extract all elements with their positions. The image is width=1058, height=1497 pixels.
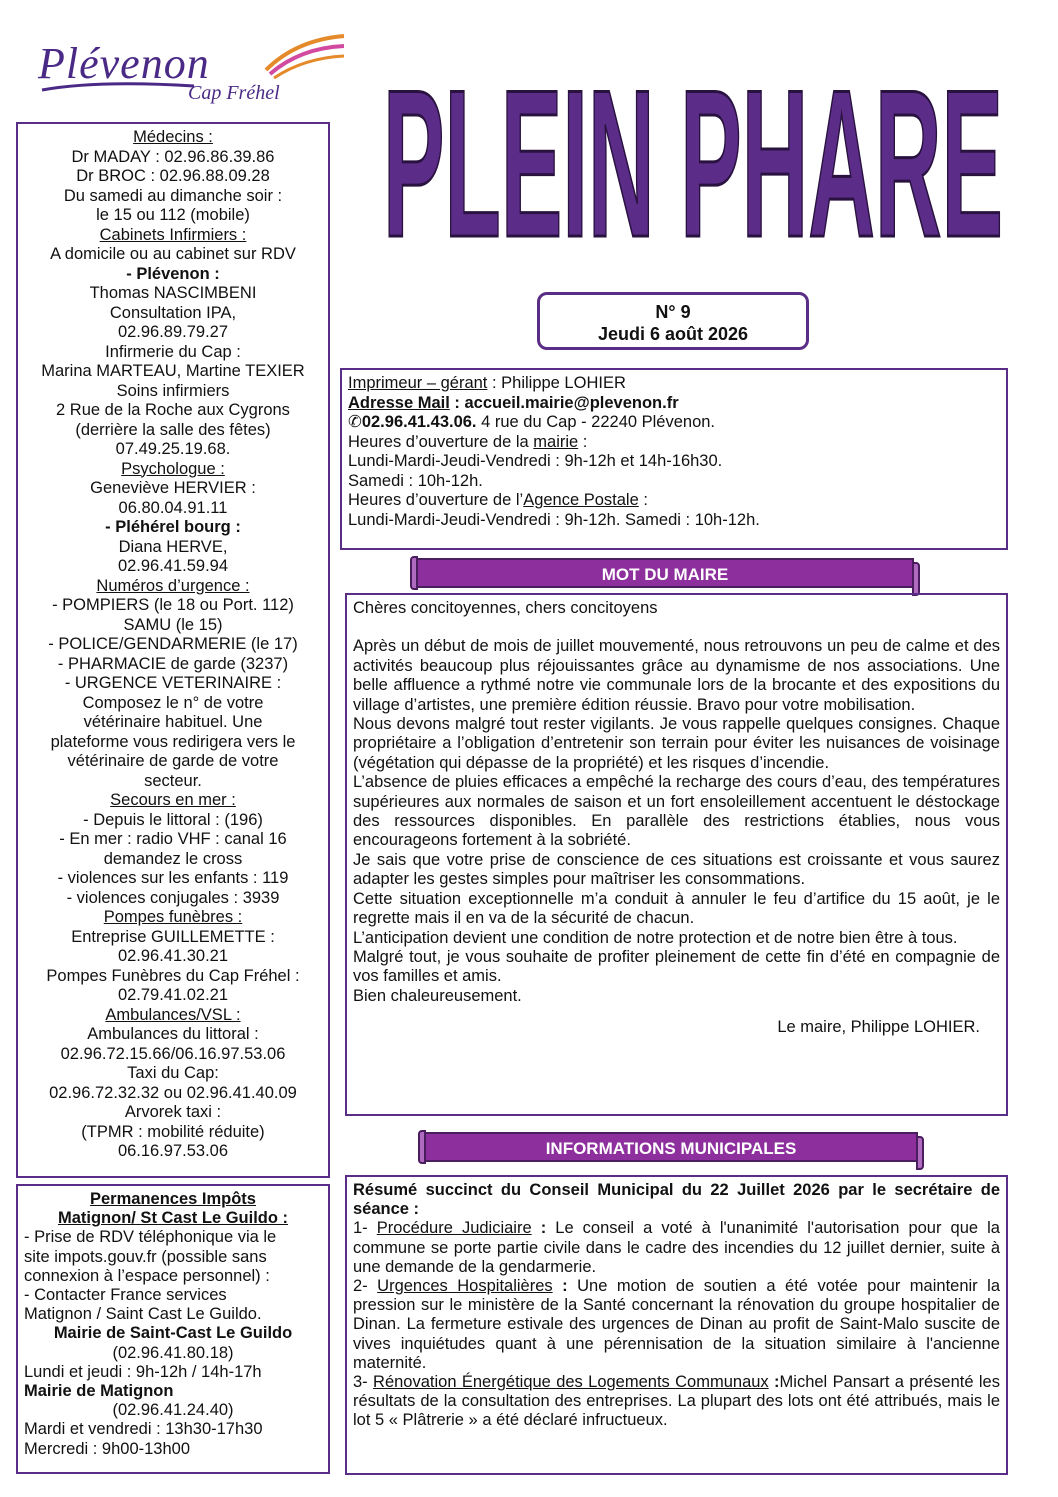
info-line: - Plévenon : bbox=[126, 264, 220, 283]
logo-subtitle: Cap Fréhel bbox=[188, 82, 280, 104]
info-line: (derrière la salle des fêtes) bbox=[75, 420, 271, 439]
tax-heading: Permanences Impôts bbox=[90, 1190, 256, 1208]
info-line: Du samedi au dimanche soir : bbox=[63, 186, 283, 205]
printer-label: Imprimeur – gérant bbox=[348, 374, 488, 392]
council-item-number: 2- bbox=[353, 1277, 378, 1296]
info-line: demandez le cross bbox=[103, 849, 243, 868]
tax-line: Mercredi : 9h00-13h00 bbox=[24, 1439, 191, 1458]
info-line: Consultation IPA, bbox=[109, 303, 237, 322]
phone-icon: ✆ bbox=[348, 413, 362, 431]
info-line: Soins infirmiers bbox=[116, 381, 230, 400]
council-item-title: Rénovation Énergétique des Logements Communaux bbox=[373, 1373, 769, 1392]
council-heading: Résumé succinct du Conseil Municipal du 22 Juillet 2026 par le secrétaire de séance : bbox=[353, 1181, 1000, 1219]
council-item-separator: : bbox=[552, 1277, 578, 1296]
mairie-word: mairie bbox=[533, 432, 579, 451]
info-line: plateforme vous redirigera vers le bbox=[50, 732, 296, 751]
info-line: Entreprise GUILLEMETTE : bbox=[71, 927, 275, 946]
tax-heading: Mairie de Saint-Cast Le Guildo bbox=[53, 1324, 293, 1343]
info-line: 06.16.97.53.06 bbox=[117, 1142, 229, 1160]
tax-line: Matignon / Saint Cast Le Guildo. bbox=[24, 1305, 262, 1324]
informations-municipales-banner bbox=[424, 1132, 918, 1162]
info-line: 02.96.89.79.27 bbox=[117, 323, 229, 341]
greeting: Chères concitoyennes, chers concitoyens bbox=[353, 599, 658, 617]
council-item bbox=[353, 1219, 1000, 1277]
info-line: vétérinaire habituel. Une bbox=[83, 713, 263, 731]
signature: Le maire, Philippe LOHIER. bbox=[777, 1018, 980, 1037]
mayor-paragraph: Cette situation exceptionnelle m’a conduit à annuler le feu d’artifice du 15 août, je le regrette mais il en va de la sécurité de chacun. bbox=[353, 889, 1000, 928]
masthead-title-text: PLEIN PHARE bbox=[383, 46, 1003, 266]
info-line: 02.79.41.02.21 bbox=[117, 986, 229, 1004]
info-line: - violences sur les enfants : 119 bbox=[57, 869, 289, 887]
council-item-number: 3- bbox=[353, 1373, 374, 1392]
poste-hours-colon: : bbox=[638, 491, 648, 509]
section-heading: Psychologue : bbox=[121, 459, 225, 478]
section-heading: Pompes funèbres : bbox=[103, 908, 243, 926]
council-item bbox=[353, 1277, 1000, 1373]
council-item-number: 1- bbox=[353, 1219, 377, 1238]
masthead-title bbox=[378, 36, 1008, 266]
email-label: Adresse Mail bbox=[348, 393, 450, 412]
info-line: - violences conjugales : 3939 bbox=[66, 888, 280, 907]
info-line: 02.96.72.15.66/06.16.97.53.06 bbox=[60, 1044, 286, 1063]
tax-line: Lundi et jeudi : 9h-12h / 14h-17h bbox=[24, 1362, 262, 1381]
council-item-title: Urgences Hospitalières bbox=[377, 1277, 553, 1296]
mairie-hours-weekday: Lundi-Mardi-Jeudi-Vendredi : 9h-12h et 14h-16h30. bbox=[348, 452, 723, 470]
info-line: Pompes Funèbres du Cap Fréhel : bbox=[46, 966, 300, 985]
tax-line: - Prise de RDV téléphonique via le bbox=[24, 1228, 277, 1247]
info-line: Dr MADAY : 02.96.86.39.86 bbox=[71, 147, 275, 166]
sun-rays-icon bbox=[256, 30, 346, 80]
poste-word: Agence Postale bbox=[523, 491, 639, 509]
info-line: Composez le n° de votre bbox=[82, 693, 264, 712]
info-line: - POLICE/GENDARMERIE (le 17) bbox=[48, 635, 298, 653]
mayor-paragraph: Je sais que votre prise de conscience de ces situations est croissante et vous saurez adapter les gestes simples pour maîtriser les consommations. bbox=[353, 850, 1000, 889]
logo-swoosh bbox=[38, 78, 198, 96]
tax-line: - Contacter France services bbox=[24, 1286, 227, 1305]
tax-line: (02.96.41.80.18) bbox=[112, 1343, 234, 1362]
mayor-paragraph: Malgré tout, je vous souhaite de profiter pleinement de cette fin d’été en compagnie de vos familles et amis. bbox=[353, 947, 1000, 986]
info-line: 06.80.04.91.11 bbox=[118, 498, 228, 517]
tax-heading: Mairie de Matignon bbox=[24, 1382, 174, 1401]
address: 4 rue du Cap - 22240 Plévenon. bbox=[476, 413, 716, 431]
info-line: vétérinaire de garde de votre bbox=[67, 752, 279, 770]
tax-line: (02.96.41.24.40) bbox=[112, 1401, 234, 1420]
info-line: - PHARMACIE de garde (3237) bbox=[57, 654, 289, 673]
council-item-title: Procédure Judiciaire bbox=[376, 1219, 532, 1238]
info-line: Geneviève HERVIER : bbox=[90, 479, 256, 497]
mayor-paragraph: Après un début de mois de juillet mouvementé, nous retrouvons un peu de calme et des activités beaucoup plus réjouissantes grâce au dynamisme de nos associations. Une belle affluence a rythmé notre vie communale lors de la brocante et des expositions du village d’artistes, une première édition réussie. Bravo pour votre mobilisation. bbox=[353, 637, 1000, 714]
council-item-separator: : bbox=[531, 1219, 556, 1238]
info-line: Arvorek taxi : bbox=[124, 1103, 222, 1121]
logo-name: Plévenon bbox=[38, 39, 210, 88]
mayor-paragraph: L’absence de pluies efficaces a empêché la recharge des cours d’eau, des températures supérieures aux normales de saison et un fort ensoleillement accentuent le déstockage des ressources disponibles. En parallèle des restrictions établies, nous vous encourageons fortement à la sobriété. bbox=[353, 773, 1000, 850]
info-line: - En mer : radio VHF : canal 16 bbox=[59, 830, 287, 848]
info-line: SAMU (le 15) bbox=[123, 615, 223, 634]
council-item-text: Une motion de soutien a été votée pour maintenir la pression sur le ministère de la Santé concernant la rénovation du groupe hospitalier de Dinan. La fermeture estivale des urgences de Dinan au profit de Saint-Malo suscite de vives inquiétudes quant à une pérennisation de la situation similaire à l'ancienne maternité. bbox=[353, 1277, 1000, 1372]
printer-value: : Philippe LOHIER bbox=[487, 374, 626, 392]
council-item-text: Michel Pansart a présenté les résultats de la consultation des entreprises. La plupart des lots ont été attribués, mais le lot 5 « Plâtrerie » a été déclaré infructueux. bbox=[353, 1373, 1000, 1430]
tax-line: site impots.gouv.fr (possible sans bbox=[24, 1247, 267, 1266]
section-heading: Numéros d’urgence : bbox=[96, 576, 250, 595]
info-line: 02.96.41.59.94 bbox=[117, 557, 229, 575]
council-item-separator: : bbox=[768, 1373, 780, 1392]
info-line: Thomas NASCIMBENI bbox=[89, 284, 257, 302]
info-line: A domicile ou au cabinet sur RDV bbox=[50, 245, 296, 263]
info-line: Marina MARTEAU, Martine TEXIER bbox=[41, 362, 305, 380]
poste-hours-label: Heures d’ouverture de l’ bbox=[348, 491, 524, 509]
council-summary bbox=[345, 1175, 1008, 1475]
info-line: (TPMR : mobilité réduite) bbox=[81, 1122, 265, 1141]
section-heading: Cabinets Infirmiers : bbox=[99, 225, 247, 244]
mayor-paragraph: L’anticipation devient une condition de notre protection et de notre bien être à tous. bbox=[353, 928, 958, 947]
mayor-paragraph: Bien chaleureusement. bbox=[353, 986, 522, 1005]
phone-number[interactable]: 02.96.41.43.06. bbox=[361, 413, 477, 431]
mot-du-maire-title: MOT DU MAIRE bbox=[601, 565, 729, 584]
info-line: Dr BROC : 02.96.88.09.28 bbox=[76, 167, 270, 185]
info-line: le 15 ou 112 (mobile) bbox=[96, 206, 250, 224]
info-line: secteur. bbox=[144, 771, 202, 790]
info-line: 02.96.41.30.21 bbox=[117, 947, 229, 965]
info-line: 07.49.25.19.68. bbox=[115, 440, 231, 458]
info-line: 2 Rue de la Roche aux Cygrons bbox=[56, 401, 290, 419]
plevenon-logo bbox=[38, 30, 338, 110]
tax-heading: Matignon/ St Cast Le Guildo : bbox=[57, 1209, 289, 1228]
info-line: Ambulances du littoral : bbox=[87, 1025, 259, 1043]
section-heading: Médecins : bbox=[133, 128, 213, 146]
contact-info-panel bbox=[340, 368, 1008, 550]
issue-number: N° 9 bbox=[655, 302, 691, 322]
info-line: - POMPIERS (le 18 ou Port. 112) bbox=[52, 596, 294, 614]
info-line: - Pléhérel bourg : bbox=[105, 518, 241, 536]
mayor-paragraph: Nous devons malgré tout rester vigilants. Je vous rappelle quelques consignes. Chaque propriétaire a l’obligation d’entretenir son terrain pour éviter les nuisances de voisinage (végétation qui dépasse de la propriété) et les risques d’incendie. bbox=[353, 715, 1000, 772]
issue-date: Jeudi 6 août 2026 bbox=[597, 324, 749, 344]
tax-office-panel bbox=[16, 1184, 330, 1474]
poste-hours: Lundi-Mardi-Jeudi-Vendredi : 9h-12h. Samedi : 10h-12h. bbox=[348, 510, 760, 529]
mairie-hours-colon: : bbox=[578, 432, 588, 451]
tax-line: connexion à l’espace personnel) : bbox=[24, 1266, 270, 1285]
mairie-hours-saturday: Samedi : 10h-12h. bbox=[348, 471, 483, 490]
info-line: - URGENCE VETERINAIRE : bbox=[64, 674, 282, 692]
email-value[interactable]: : accueil.mairie@plevenon.fr bbox=[449, 393, 679, 412]
council-item-text: Le conseil a voté à l'unanimité l'autorisation pour que la commune se porte partie civile dans le cadre des incendies du 12 juillet dernier, suite à une demande de la gendarmerie. bbox=[353, 1219, 1000, 1276]
mairie-hours-label: Heures d’ouverture de la bbox=[348, 432, 534, 451]
info-line: Diana HERVE, bbox=[118, 537, 228, 556]
section-heading: Ambulances/VSL : bbox=[105, 1005, 241, 1024]
info-line: 02.96.72.32.32 ou 02.96.41.40.09 bbox=[49, 1083, 297, 1102]
useful-numbers-panel bbox=[16, 122, 330, 1178]
issue-box bbox=[537, 292, 809, 350]
mayor-letter bbox=[345, 593, 1008, 1116]
informations-municipales-title: INFORMATIONS MUNICIPALES bbox=[545, 1139, 797, 1158]
section-heading: Secours en mer : bbox=[110, 791, 236, 809]
council-item bbox=[353, 1373, 1000, 1431]
mot-du-maire-banner bbox=[416, 558, 914, 588]
info-line: - Depuis le littoral : (196) bbox=[83, 810, 263, 829]
info-line: Infirmerie du Cap : bbox=[105, 342, 241, 361]
info-line: Taxi du Cap: bbox=[127, 1064, 219, 1082]
tax-line: Mardi et vendredi : 13h30-17h30 bbox=[24, 1420, 263, 1439]
